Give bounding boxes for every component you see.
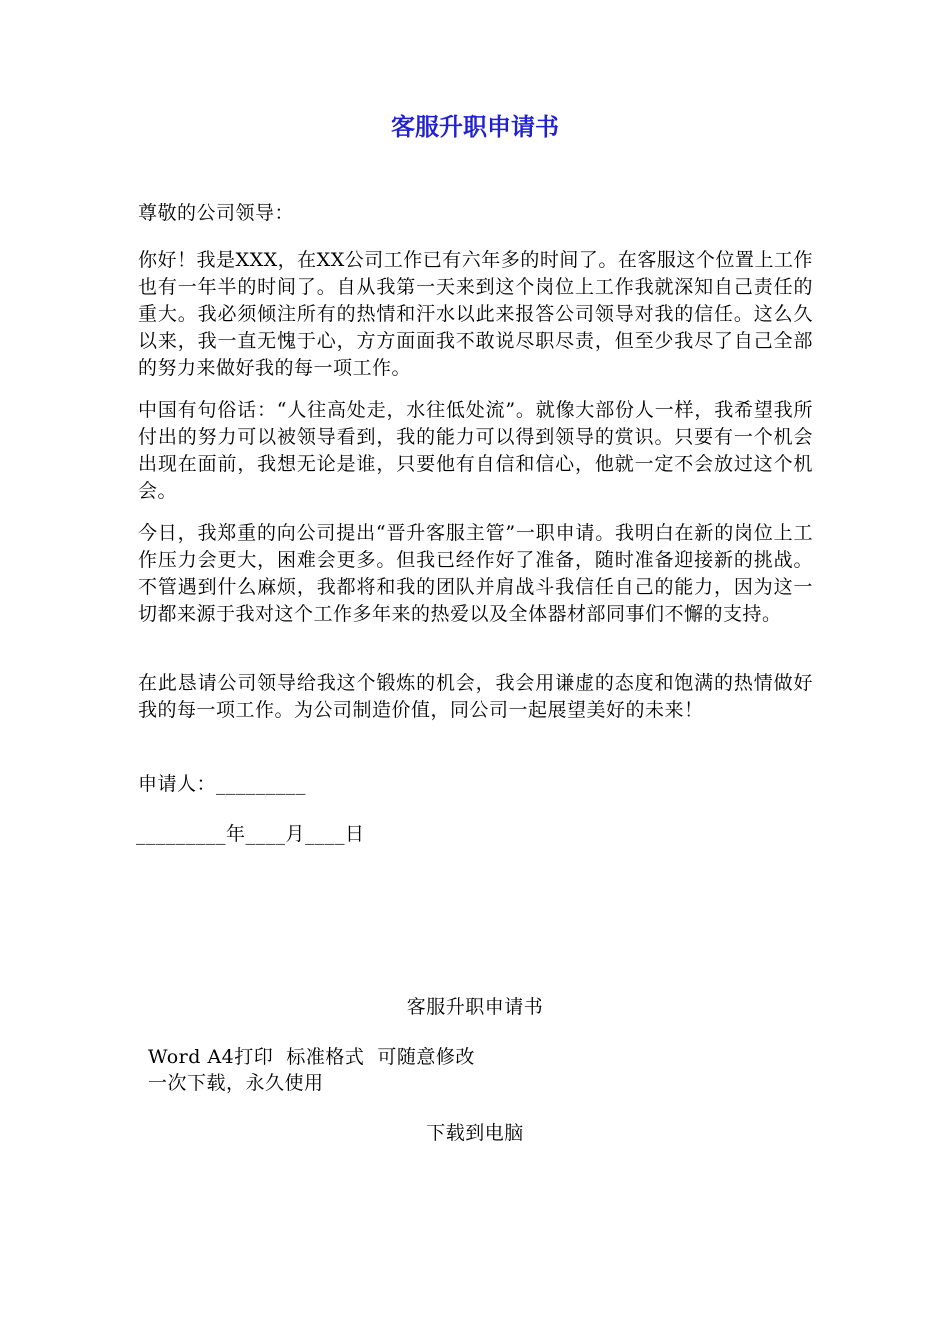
paragraph-closing: 在此恳请公司领导给我这个锻炼的机会，我会用谦虚的态度和饱满的热情做好我的每一项工作。为公司制造价值，同公司一起展望美好的未来！ [138,672,813,721]
applicant-signature-line: 申请人：_________ [138,773,307,795]
paragraph-application: 今日，我郑重的向公司提出“晋升客服主管”一职申请。我明白在新的岗位上工作压力会更大，困难会更多。但我已经作好了准备，随时准备迎接新的挑战。不管遇到什么麻烦，我都将和我的团队并肩战斗我信任自己的能力，因为这一切都来源于我对这个工作多年来的热爱以及全体器材部同事们不懈的支持。 [138,522,813,625]
paragraph-intro: 你好！我是XXX，在XX公司工作已有六年多的时间了。在客服这个位置上工作也有一年半的时间了。自从我第一天来到这个岗位上工作我就深知自己责任的重大。我必须倾注所有的热情和汗水以此来报答公司领导对我的信任。这么久以来，我一直无愧于心，方方面面我不敢说尽职尽责，但至少我尽了自己全部的努力来做好我的每一项工作。 [138,249,813,379]
footer-format-note: Word A4打印 标准格式 可随意修改 [148,1046,475,1068]
download-link[interactable]: 下载到电脑 [426,1122,524,1144]
footer-title: 客服升职申请书 [406,996,544,1018]
footer-usage-note: 一次下载，永久使用 [148,1072,324,1094]
date-line: _________年____月____日 [136,823,365,845]
paragraph-proverb: 中国有句俗话：“人往高处走，水往低处流”。就像大部份人一样，我希望我所付出的努力可以被领导看到，我的能力可以得到领导的赏识。只要有一个机会出现在面前，我想无论是谁，只要他有自信和信心，他就一定不会放过这个机会。 [138,399,813,502]
salutation: 尊敬的公司领导： [138,202,295,224]
document-title: 客服升职申请书 [391,113,559,141]
